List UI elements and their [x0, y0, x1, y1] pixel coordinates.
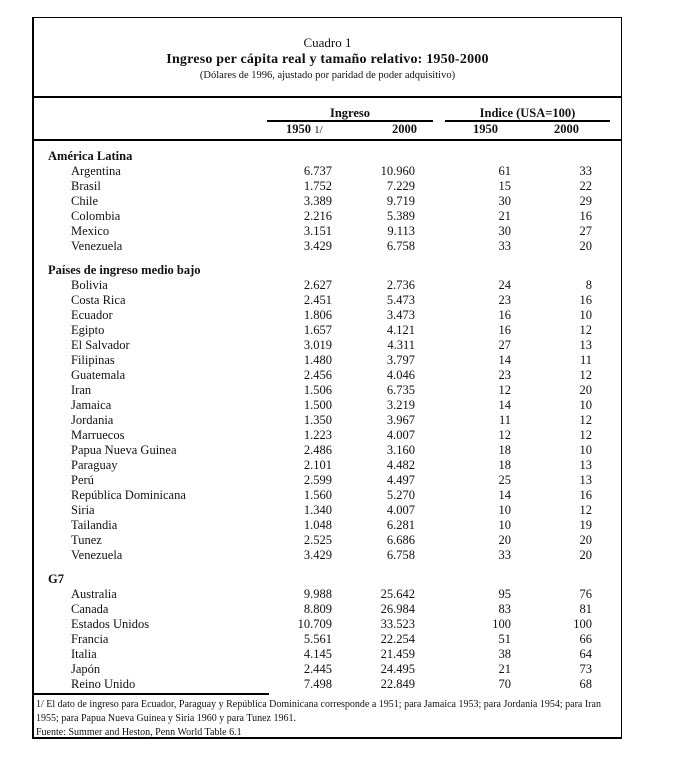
column-header-ingreso-2000: 2000 — [392, 122, 417, 136]
table-section — [34, 149, 621, 254]
table-subtitle: (Dólares de 1996, ajustado por paridad de poder adquisitivo) — [199, 70, 456, 81]
cell-indice-2000: 11 — [579, 353, 592, 367]
footnotes — [36, 698, 611, 740]
cell-indice-1950: 100 — [492, 617, 511, 631]
cell-ingreso-1950: 1.560 — [303, 488, 332, 502]
country-name: Venezuela — [71, 548, 123, 562]
table-row — [34, 677, 621, 692]
cell-indice-1950: 95 — [498, 587, 511, 601]
table-row — [34, 224, 621, 239]
table-row — [34, 293, 621, 308]
table-row — [34, 503, 621, 518]
column-group-ingreso — [267, 106, 433, 122]
table-row — [34, 239, 621, 254]
cell-ingreso-2000: 25.642 — [380, 587, 415, 601]
cell-indice-1950: 27 — [498, 338, 511, 352]
cell-ingreso-2000: 21.459 — [380, 647, 415, 661]
cell-ingreso-2000: 3.797 — [386, 353, 415, 367]
table-row — [34, 647, 621, 662]
cell-ingreso-1950: 1.752 — [303, 179, 332, 193]
cell-indice-1950: 10 — [498, 518, 511, 532]
cell-indice-1950: 38 — [498, 647, 511, 661]
table-body — [34, 149, 621, 701]
country-name: Filipinas — [71, 353, 115, 367]
cell-ingreso-2000: 6.686 — [386, 533, 415, 547]
cell-indice-2000: 19 — [579, 518, 592, 532]
cell-ingreso-2000: 4.121 — [386, 323, 415, 337]
country-name: Canada — [71, 602, 109, 616]
country-name: Siria — [71, 503, 95, 517]
cell-ingreso-1950: 1.806 — [303, 308, 332, 322]
table-row — [34, 338, 621, 353]
cell-ingreso-2000: 22.849 — [380, 677, 415, 691]
cell-ingreso-2000: 7.229 — [386, 179, 415, 193]
table-row — [34, 383, 621, 398]
country-name: Reino Unido — [71, 677, 136, 691]
cell-ingreso-1950: 2.445 — [303, 662, 332, 676]
cell-indice-1950: 70 — [498, 677, 511, 691]
column-header-indice-2000: 2000 — [554, 122, 579, 136]
cell-indice-1950: 12 — [498, 383, 511, 397]
cell-ingreso-1950: 2.486 — [303, 443, 332, 457]
cell-indice-2000: 73 — [579, 662, 592, 676]
country-name: Argentina — [71, 164, 121, 178]
header-divider — [34, 139, 621, 141]
column-group-label: Ingreso — [329, 106, 371, 120]
cell-ingreso-2000: 4.497 — [386, 473, 415, 487]
table-row — [34, 548, 621, 563]
cell-indice-1950: 11 — [498, 413, 511, 427]
country-name: Tunez — [71, 533, 102, 547]
country-name: Paraguay — [71, 458, 118, 472]
column-header-indice-1950: 1950 — [473, 122, 498, 136]
table-row — [34, 308, 621, 323]
country-name: Egipto — [71, 323, 105, 337]
country-name: Colombia — [71, 209, 121, 223]
cell-indice-1950: 14 — [498, 488, 511, 502]
cell-indice-2000: 64 — [579, 647, 592, 661]
cell-ingreso-2000: 3.967 — [386, 413, 415, 427]
cell-indice-2000: 12 — [579, 503, 592, 517]
cell-indice-2000: 22 — [579, 179, 592, 193]
cell-ingreso-1950: 1.506 — [303, 383, 332, 397]
cell-ingreso-1950: 10.709 — [297, 617, 332, 631]
cell-indice-2000: 12 — [579, 413, 592, 427]
footnote-separator — [34, 693, 269, 695]
country-name: El Salvador — [71, 338, 130, 352]
cell-ingreso-1950: 8.809 — [303, 602, 332, 616]
cell-indice-2000: 16 — [579, 209, 592, 223]
cell-indice-1950: 23 — [498, 293, 511, 307]
cell-indice-2000: 12 — [579, 368, 592, 382]
cell-ingreso-2000: 4.311 — [387, 338, 415, 352]
cell-indice-2000: 12 — [579, 428, 592, 442]
table-row — [34, 209, 621, 224]
cell-ingreso-2000: 2.736 — [386, 278, 415, 292]
cell-indice-1950: 23 — [498, 368, 511, 382]
country-name: República Dominicana — [71, 488, 186, 502]
cell-ingreso-1950: 2.101 — [303, 458, 332, 472]
cell-ingreso-2000: 6.281 — [386, 518, 415, 532]
cell-ingreso-1950: 2.599 — [303, 473, 332, 487]
cell-indice-1950: 33 — [498, 239, 511, 253]
table-row — [34, 458, 621, 473]
country-name: Bolivia — [71, 278, 108, 292]
cell-indice-2000: 12 — [579, 323, 592, 337]
cell-ingreso-1950: 1.223 — [303, 428, 332, 442]
footnote-marker: 1/ — [314, 124, 323, 136]
cell-ingreso-1950: 5.561 — [303, 632, 332, 646]
cell-ingreso-1950: 2.456 — [303, 368, 332, 382]
cell-indice-2000: 100 — [573, 617, 592, 631]
cell-indice-2000: 13 — [579, 473, 592, 487]
cell-indice-2000: 20 — [579, 533, 592, 547]
cell-ingreso-1950: 1.048 — [303, 518, 332, 532]
table-row — [34, 368, 621, 383]
cell-ingreso-2000: 4.482 — [386, 458, 415, 472]
cell-indice-2000: 10 — [579, 398, 592, 412]
cell-indice-2000: 16 — [579, 488, 592, 502]
cell-indice-1950: 10 — [498, 503, 511, 517]
table-row — [34, 164, 621, 179]
cell-ingreso-2000: 3.219 — [386, 398, 415, 412]
country-name: Tailandia — [71, 518, 118, 532]
table-row — [34, 278, 621, 293]
table-row — [34, 353, 621, 368]
cell-indice-1950: 14 — [498, 353, 511, 367]
cell-ingreso-2000: 6.758 — [386, 239, 415, 253]
section-title: Países de ingreso medio bajo — [48, 263, 201, 277]
cell-indice-1950: 14 — [498, 398, 511, 412]
country-name: Brasil — [71, 179, 101, 193]
table-frame — [32, 17, 622, 739]
column-header-label: 1950 — [286, 122, 311, 136]
cell-indice-2000: 76 — [579, 587, 592, 601]
cell-ingreso-1950: 2.525 — [303, 533, 332, 547]
cell-indice-1950: 83 — [498, 602, 511, 616]
section-title: América Latina — [48, 149, 133, 163]
country-name: Francia — [71, 632, 109, 646]
cell-indice-2000: 20 — [579, 383, 592, 397]
cell-indice-1950: 18 — [498, 458, 511, 472]
cell-indice-2000: 81 — [579, 602, 592, 616]
cell-ingreso-1950: 3.151 — [303, 224, 332, 238]
cell-ingreso-2000: 33.523 — [380, 617, 415, 631]
cell-indice-1950: 12 — [498, 428, 511, 442]
cell-indice-1950: 20 — [498, 533, 511, 547]
country-name: Chile — [71, 194, 99, 208]
cell-indice-1950: 30 — [498, 194, 511, 208]
table-title: Ingreso per cápita real y tamaño relativo: 1950-2000 — [166, 52, 489, 67]
cell-ingreso-2000: 3.160 — [386, 443, 415, 457]
footnote-1: 1/ El dato de ingreso para Ecuador, Paraguay y República Dominicana corresponde a 1951; para Jamaica 1953; para Jordania 1954; para Iran 1955; para Papua Nueva Guinea y Siria 1960 y para Tunez 1961. — [36, 699, 601, 724]
cell-indice-2000: 20 — [579, 239, 592, 253]
table-number: Cuadro 1 — [303, 35, 352, 50]
country-name: Jordania — [71, 413, 114, 427]
cell-ingreso-2000: 3.473 — [386, 308, 415, 322]
country-name: Jamaica — [71, 398, 112, 412]
cell-indice-1950: 21 — [498, 662, 511, 676]
cell-indice-1950: 51 — [498, 632, 511, 646]
table-row — [34, 194, 621, 209]
cell-ingreso-2000: 10.960 — [380, 164, 415, 178]
country-name: Costa Rica — [71, 293, 126, 307]
cell-indice-1950: 15 — [498, 179, 511, 193]
table-row — [34, 617, 621, 632]
title-block — [34, 35, 621, 83]
country-name: Mexico — [71, 224, 110, 238]
cell-ingreso-1950: 9.988 — [303, 587, 332, 601]
table-row — [34, 443, 621, 458]
cell-ingreso-2000: 4.007 — [386, 428, 415, 442]
cell-ingreso-1950: 2.627 — [303, 278, 332, 292]
table-row — [34, 662, 621, 677]
cell-ingreso-2000: 22.254 — [380, 632, 415, 646]
column-group-underline — [445, 120, 610, 122]
cell-ingreso-2000: 26.984 — [380, 602, 415, 616]
cell-ingreso-1950: 1.500 — [303, 398, 332, 412]
cell-indice-2000: 13 — [579, 458, 592, 472]
country-name: Ecuador — [71, 308, 113, 322]
country-name: Perú — [71, 473, 94, 487]
country-name: Italia — [71, 647, 97, 661]
country-name: Papua Nueva Guinea — [71, 443, 177, 457]
cell-indice-2000: 16 — [579, 293, 592, 307]
cell-indice-2000: 66 — [579, 632, 592, 646]
cell-ingreso-1950: 7.498 — [303, 677, 332, 691]
cell-ingreso-2000: 24.495 — [380, 662, 415, 676]
cell-indice-2000: 33 — [579, 164, 592, 178]
cell-ingreso-1950: 3.429 — [303, 239, 332, 253]
cell-indice-2000: 8 — [585, 278, 592, 292]
cell-indice-1950: 16 — [498, 323, 511, 337]
table-row — [34, 533, 621, 548]
table-row — [34, 632, 621, 647]
cell-ingreso-2000: 4.046 — [386, 368, 415, 382]
table-section — [34, 263, 621, 563]
cell-ingreso-1950: 1.657 — [303, 323, 332, 337]
cell-ingreso-1950: 2.216 — [303, 209, 332, 223]
cell-ingreso-1950: 2.451 — [303, 293, 332, 307]
table-row — [34, 179, 621, 194]
table-row — [34, 413, 621, 428]
cell-indice-1950: 33 — [498, 548, 511, 562]
cell-indice-2000: 10 — [579, 443, 592, 457]
country-name: Japón — [71, 662, 101, 676]
table-section — [34, 572, 621, 692]
cell-indice-1950: 25 — [498, 473, 511, 487]
cell-indice-2000: 10 — [579, 308, 592, 322]
cell-ingreso-2000: 9.719 — [386, 194, 415, 208]
cell-ingreso-1950: 1.340 — [303, 503, 332, 517]
cell-indice-2000: 68 — [579, 677, 592, 691]
table-row — [34, 428, 621, 443]
cell-ingreso-1950: 1.480 — [303, 353, 332, 367]
table-row — [34, 587, 621, 602]
cell-ingreso-1950: 3.019 — [303, 338, 332, 352]
column-group-indice — [445, 106, 610, 122]
cell-indice-1950: 18 — [498, 443, 511, 457]
title-divider — [34, 96, 621, 98]
section-title: G7 — [48, 572, 64, 586]
country-name: Australia — [71, 587, 117, 601]
cell-ingreso-2000: 5.389 — [386, 209, 415, 223]
cell-indice-1950: 30 — [498, 224, 511, 238]
cell-ingreso-1950: 3.389 — [303, 194, 332, 208]
table-row — [34, 602, 621, 617]
table-row — [34, 398, 621, 413]
cell-indice-1950: 21 — [498, 209, 511, 223]
cell-indice-1950: 61 — [498, 164, 511, 178]
cell-ingreso-1950: 1.350 — [303, 413, 332, 427]
table-row — [34, 323, 621, 338]
cell-ingreso-2000: 6.735 — [386, 383, 415, 397]
cell-ingreso-1950: 6.737 — [303, 164, 332, 178]
cell-ingreso-2000: 6.758 — [386, 548, 415, 562]
country-name: Venezuela — [71, 239, 123, 253]
country-name: Estados Unidos — [71, 617, 150, 631]
cell-ingreso-2000: 5.473 — [386, 293, 415, 307]
column-header-ingreso-1950 — [286, 122, 323, 137]
cell-indice-2000: 20 — [579, 548, 592, 562]
table-row — [34, 518, 621, 533]
cell-ingreso-1950: 3.429 — [303, 548, 332, 562]
country-name: Marruecos — [71, 428, 125, 442]
cell-ingreso-2000: 4.007 — [386, 503, 415, 517]
cell-ingreso-2000: 9.113 — [387, 224, 415, 238]
cell-indice-2000: 29 — [579, 194, 592, 208]
cell-ingreso-2000: 5.270 — [386, 488, 415, 502]
cell-ingreso-1950: 4.145 — [303, 647, 332, 661]
source-note: Fuente: Summer and Heston, Penn World Table 6.1 — [36, 727, 242, 738]
country-name: Iran — [71, 383, 92, 397]
table-row — [34, 473, 621, 488]
cell-indice-2000: 13 — [579, 338, 592, 352]
table-row — [34, 488, 621, 503]
cell-indice-1950: 24 — [498, 278, 511, 292]
country-name: Guatemala — [71, 368, 126, 382]
column-group-label: Indice (USA=100) — [479, 106, 576, 120]
cell-indice-1950: 16 — [498, 308, 511, 322]
cell-indice-2000: 27 — [579, 224, 592, 238]
